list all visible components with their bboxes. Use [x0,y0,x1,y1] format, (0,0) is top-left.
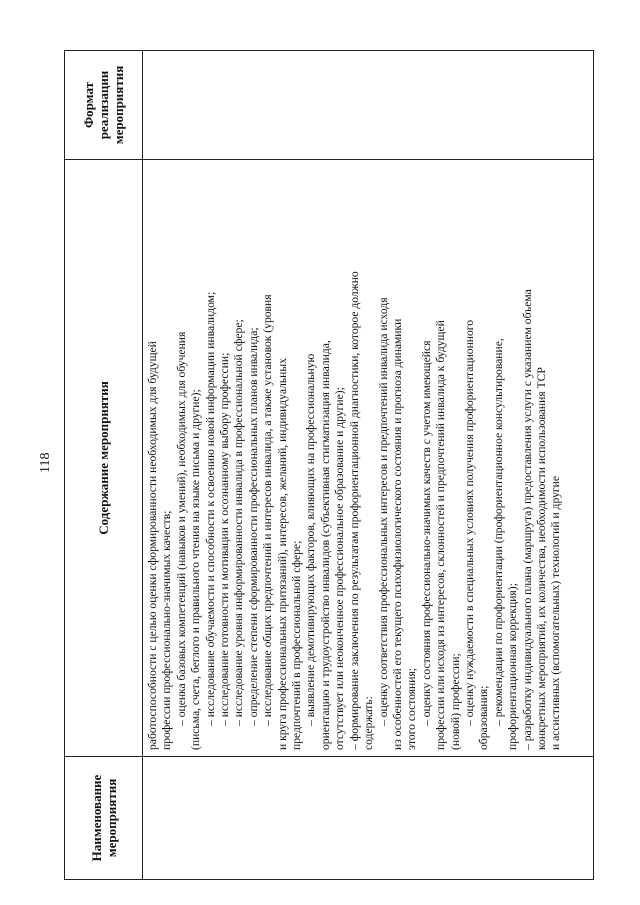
content-cell [143,160,593,756]
content-line: предпочтений в профессиональной сфере; [290,540,304,750]
content-line: – исследование готовности и мотивации к осознанному выбору профессии; [218,352,232,726]
content-line: – разработку индивидуального плана (маршрута) предоставления услуги с указанием объема [520,289,534,750]
activity-table [64,50,594,880]
column-name [65,756,593,879]
content-line: (письма, счета, беглого и правильного чтения на языке письма и другие); [189,389,203,750]
content-line: профориентационная коррекция); [506,583,520,750]
content-line: – оценку соответствия профессиональных интересов и предпочтений инвалида исходя [376,297,390,726]
header-name: Наименование мероприятия [65,757,143,879]
header-format: Формат реализации мероприятия [65,51,143,159]
format-cell [143,51,593,159]
name-cell [143,757,593,879]
content-line: (новой) профессии; [448,653,462,750]
header-content: Содержание мероприятия [65,160,143,756]
content-line: – определение степени сформированности профессиональных планов инвалида; [246,327,260,726]
content-line: – оценку состояния профессионально-значимых качеств с учетом имеющейся [419,340,433,726]
content-line: и круга профессиональных притязаний), интересов, желаний, индивидуальных [275,358,289,750]
content-line: – формирование заключения по результатам профориентационной диагностики, которое должно [347,271,361,750]
content-line: этого состояния; [405,667,419,750]
content-line: работоспособности с целью оценки сформированности необходимых для будущей [146,341,159,750]
content-line: – выявление демотивирующих факторов, влияющих на профессиональную [304,353,318,726]
content-line: профессии профессионально-значимых качеств; [160,510,174,750]
content-line: из особенностей его текущего психофизиологического состояния и прогноза динамики [390,318,404,750]
content-line: ориентацию и трудоустройство инвалидов (субъективная стигматизация инвалида, [318,340,332,750]
content-line: – исследование уровня информированности инвалида в профессиональной сфере; [232,319,246,726]
content-line: профессии или исходя из интересов, склонностей и предпочтений инвалида к будущей [434,320,448,750]
page-number: 118 [38,452,53,473]
column-format [65,51,593,159]
content-line: – оценка базовых компетенций (навыков и умений), необходимых для обучения [174,331,188,726]
column-content [65,159,593,756]
content-line: – исследование общих предпочтений и интересов инвалида, а также установок (уровня [261,294,275,726]
content-line: конкретных мероприятий, их количества, необходимости использования ТСР [534,367,548,750]
content-line: образования; [477,685,491,750]
content-line: – оценку нуждаемости в специальных условиях получения профориентационного [462,319,476,726]
content-line: и ассистивных (вспомогательных) технологий и другие [549,476,563,750]
content-line: отсутствует или неоконченное профессиональное образование и другие); [333,387,347,750]
content-line: – исследование обучаемости и способности к освоению новой информации инвалидом; [203,291,217,726]
rotated-content [30,38,630,888]
content-line: содержать: [362,696,376,750]
content-line: – рекомендации по профориентации (профориентационное консультирование, [491,338,505,726]
